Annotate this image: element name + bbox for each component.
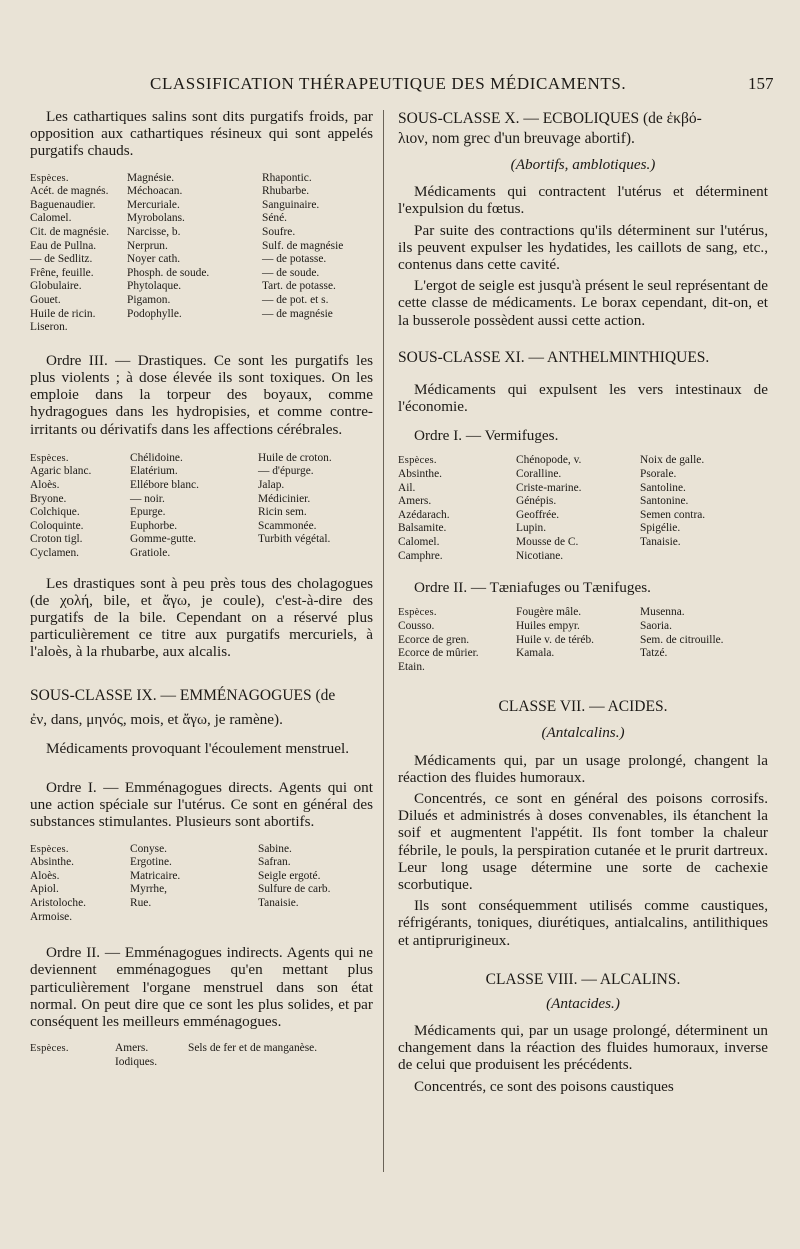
species-cell: Ergotine. — [130, 856, 172, 869]
page-number: 157 — [748, 74, 774, 93]
species-cell: — de soude. — [262, 266, 320, 279]
species-cell: Saoria. — [640, 619, 672, 632]
species-cell: Calomel. — [30, 212, 72, 225]
classe-viii-heading: CLASSE VIII. — ALCALINS. — [485, 970, 681, 988]
species-cell: Tatzé. — [640, 647, 668, 660]
species-cell: Huiles empyr. — [516, 619, 580, 632]
species-cell: Santonine. — [640, 495, 689, 508]
species-cell: Myrrhe, — [130, 883, 168, 896]
species-cell: Phosph. de soude. — [127, 266, 210, 279]
vermifuges-heading: Ordre I. — Vermifuges. — [414, 427, 559, 445]
species-cell: Narcisse, b. — [127, 225, 181, 238]
right-column — [398, 108, 768, 1099]
sous-classe-xi-heading: SOUS-CLASSE XI. — ANTHELMINTHIQUES. — [398, 348, 710, 366]
species-cell: Semen contra. — [640, 508, 706, 521]
species-cell: — de Sedlitz. — [30, 253, 93, 266]
species-cell: Armoise. — [30, 910, 73, 923]
species-cell: Musenna. — [640, 606, 685, 619]
sous-classe-x-subtitle: (Abortifs, amblotiques.) — [510, 156, 656, 173]
species-cell: Aloès. — [30, 869, 60, 882]
species-cell: Acét. de magnés. — [30, 185, 109, 198]
ordre-iii-heading: Ordre III. — Drastiques. — [46, 351, 207, 369]
ordre-ii-text: Agents qui ne deviennent emménagogues qu'en mettant plus particulièrement l'organe menstruel dans son état normal. On peut dire que ce sont les plus solides, et par conséquent les meilleurs emménagogues. — [30, 944, 373, 1030]
species-cell: Matricaire. — [130, 869, 181, 882]
classe-viii-p1: Médicaments qui, par un usage prolongé, déterminent un changement dans la réaction des fluides humoraux, inverse de celui que produisent les précédents. — [398, 1022, 768, 1074]
running-head — [0, 74, 800, 98]
species-cell: Jalap. — [258, 478, 285, 491]
species-cell: Turbith végétal. — [258, 533, 331, 546]
species-cell: — de magnésie — [262, 307, 333, 320]
species-cell: Absinthe. — [398, 468, 442, 481]
species-cell: Magnésie. — [127, 171, 175, 184]
species-cell: Baguenaudier. — [30, 198, 96, 211]
species-cell: Camphre. — [398, 549, 443, 562]
classe-vii-heading: CLASSE VII. — ACIDES. — [498, 698, 668, 716]
species-cell — [127, 321, 262, 335]
species-cell: Sabine. — [258, 842, 292, 855]
species-cell: Espèces. — [398, 455, 437, 467]
species-cell: Ecorce de gren. — [398, 633, 470, 646]
species-cell — [258, 911, 373, 925]
species-cell: Globulaire. — [30, 280, 82, 293]
species-cell: Kamala. — [516, 647, 555, 660]
species-cell: Génépis. — [516, 495, 557, 508]
species-cell: Espèces. — [30, 172, 69, 184]
species-list-vermifuges — [398, 454, 768, 563]
species-cell: Espèces. — [30, 1043, 69, 1055]
species-cell: Chélidoine. — [130, 451, 183, 464]
drastics-paragraph: Les drastiques sont à peu près tous des cholagogues (de χολή, bile, et ἄγω, je coule), c'est-à-dire des purgatifs de la bile. Cependant on a réservé plus particulièrement ce titre aux purgatifs mercuriels, à l'aloès, à la rhubarbe, aux alcalis. — [30, 574, 373, 661]
species-cell: Aristoloche. — [30, 896, 86, 909]
ordre-i-text: Agents qui ont une action spéciale sur l'utérus. Ce sont en général des substances stimulantes. Plusieurs sont abortifs. — [30, 778, 373, 831]
species-cell: Nicotiane. — [516, 549, 564, 562]
species-cell: Huile v. de téréb. — [516, 633, 595, 646]
species-cell: Tart. de potasse. — [262, 280, 336, 293]
species-cell: — noir. — [130, 492, 165, 505]
species-cell: Safran. — [258, 856, 291, 869]
species-cell — [640, 550, 768, 564]
species-cell: Aloès. — [30, 478, 60, 491]
taeniafuges-heading: Ordre II. — Tæniafuges ou Tænifuges. — [414, 579, 651, 597]
species-cell — [640, 661, 768, 675]
species-cell: Agaric blanc. — [30, 465, 92, 478]
species-cell: Cit. de magnésie. — [30, 225, 110, 238]
species-cell: Coloquinte. — [30, 519, 84, 532]
species-cell: Frêne, feuille. — [30, 266, 94, 279]
species-cell: Lupin. — [516, 522, 547, 535]
classe-vii-subtitle: (Antalcalins.) — [541, 724, 625, 742]
species-cell: Psorale. — [640, 468, 677, 481]
species-cell: Rhubarbe. — [262, 185, 310, 198]
species-cell: Tanaisie. — [258, 896, 299, 909]
species-cell — [188, 1056, 373, 1070]
species-cell: Balsamite. — [398, 522, 447, 535]
species-cell: Mercuriale. — [127, 198, 180, 211]
species-cell: Soufre. — [262, 225, 296, 238]
ordre-ii-heading: Ordre II. — Emménagogues indirects. — [46, 944, 283, 962]
left-column — [30, 108, 373, 1069]
species-cell: Huile de croton. — [258, 451, 332, 464]
species-cell: Ricin sem. — [258, 506, 307, 519]
species-cell: Apiol. — [30, 883, 59, 896]
species-cell: Amers. — [115, 1042, 149, 1055]
species-cell: Sem. de citrouille. — [640, 633, 724, 646]
species-cell: Euphorbe. — [130, 519, 178, 532]
species-cell — [130, 911, 258, 925]
species-cell: Elatérium. — [130, 465, 178, 478]
species-cell: Scammonée. — [258, 519, 317, 532]
classe-vii-p2: Concentrés, ce sont en général des poisons corrosifs. Dilués et administrés à doses convenables, ils étanchent la soif et augmentent l'appétit. Ils font tomber la chaleur fébrile, le pouls, la perspiration cutanée et le prurit dartreux. Leur long usage détermine une sorte de cachexie scorbutique. — [398, 789, 768, 893]
ordre-i-heading: Ordre I. — Emménagogues directs. — [46, 778, 273, 796]
species-cell: — d'épurge. — [258, 465, 314, 478]
species-cell: Sulfure de carb. — [258, 883, 331, 896]
sous-classe-xi-text: Médicaments qui expulsent les vers intestinaux de l'économie. — [398, 380, 768, 416]
species-list-cathartics — [30, 172, 373, 335]
species-cell: Noyer cath. — [127, 253, 181, 266]
species-cell: Espèces. — [30, 452, 69, 464]
species-cell: — de pot. et s. — [262, 293, 329, 306]
species-cell: Myrobolans. — [127, 212, 185, 225]
running-head-title: CLASSIFICATION THÉRAPEUTIQUE DES MÉDICAMENTS. — [150, 74, 627, 93]
species-cell: Méchoacan. — [127, 185, 183, 198]
sous-classe-ix-heading: SOUS-CLASSE IX. — EMMÉNAGOGUES (de — [30, 686, 336, 704]
classe-viii-p2: Concentrés, ce sont des poisons caustiques — [414, 1077, 674, 1095]
species-cell: Santoline. — [640, 481, 686, 494]
species-cell: — de potasse. — [262, 253, 327, 266]
species-cell: Cousso. — [398, 619, 435, 632]
species-cell — [258, 547, 373, 561]
species-cell: Sanguinaire. — [262, 198, 320, 211]
sous-classe-x-heading: SOUS-CLASSE X. — ECBOLIQUES (de ἐκβό- — [398, 110, 702, 127]
species-cell: Seigle ergoté. — [258, 869, 321, 882]
species-cell: Espèces. — [398, 607, 437, 619]
species-cell: Conyse. — [130, 842, 168, 855]
species-cell: Chénopode, v. — [516, 454, 582, 467]
species-cell: Huile de ricin. — [30, 307, 96, 320]
species-list-taeniafuges — [398, 606, 768, 674]
species-cell: Pigamon. — [127, 293, 171, 306]
species-cell: Ellébore blanc. — [130, 478, 199, 491]
species-cell: Mousse de C. — [516, 536, 579, 548]
ordre-iii-text: Ce sont les purgatifs les plus violents ; à dose élevée ils sont toxiques. On les emploie dans la torpeur des boyaux, comme hydragogues dans les hydropisies, et comme contre-irritants ou dérivatifs dans les affections cérébrales. — [30, 351, 374, 438]
species-cell: Amers. — [398, 495, 432, 508]
species-cell: Rhapontic. — [262, 171, 312, 184]
species-cell: Sels de fer et de manganèse. — [188, 1042, 318, 1055]
species-cell: Séné. — [262, 212, 287, 225]
species-cell: Ecorce de mûrier. — [398, 647, 479, 660]
ordre-iii-paragraph — [30, 352, 373, 438]
sous-classe-x-p3: L'ergot de seigle est jusqu'à présent le seul représentant de cette classe de médicaments. Le borax cependant, dit-on, et la busserole possèdent aussi cette action. — [398, 277, 768, 329]
species-cell: Gratiole. — [130, 546, 171, 559]
species-list-drastics — [30, 452, 373, 561]
species-cell: Geoffrée. — [516, 508, 560, 521]
ordre-i-paragraph — [30, 779, 373, 831]
species-cell: Rue. — [130, 896, 152, 909]
species-cell: Bryone. — [30, 492, 67, 505]
sous-classe-ix-etymology: ἐν, dans, μηνός, mois, et ἄγω, je ramène). — [30, 710, 283, 728]
sous-classe-x-heading-cont: λιον, nom grec d'un breuvage abortif). — [398, 130, 635, 147]
species-cell: Noix de galle. — [640, 454, 705, 467]
species-cell — [516, 661, 640, 675]
species-cell: Coralline. — [516, 468, 562, 481]
species-cell — [30, 1056, 115, 1070]
sous-classe-ix-text: Médicaments provoquant l'écoulement menstruel. — [46, 739, 350, 757]
ordre-ii-paragraph — [30, 944, 373, 1030]
species-cell: Liseron. — [30, 321, 68, 334]
species-cell: Criste-marine. — [516, 481, 582, 494]
species-cell: Etain. — [398, 660, 425, 673]
classe-viii-subtitle: (Antacides.) — [546, 994, 620, 1012]
species-cell: Epurge. — [130, 506, 166, 519]
species-cell: Gomme-gutte. — [130, 533, 197, 546]
species-cell: Podophylle. — [127, 307, 182, 320]
species-cell: Iodiques. — [115, 1055, 158, 1068]
species-cell: Tanaisie. — [640, 536, 681, 548]
species-cell: Croton tigl. — [30, 533, 83, 546]
species-cell: Colchique. — [30, 506, 80, 519]
species-cell: Gouet. — [30, 293, 61, 306]
species-cell: Azédarach. — [398, 508, 450, 521]
species-cell: Espèces. — [30, 843, 69, 855]
species-list-indirect — [30, 1042, 373, 1069]
column-divider — [383, 110, 384, 1172]
species-cell: Phytolaque. — [127, 280, 182, 293]
species-cell: Médicinier. — [258, 492, 311, 505]
intro-paragraph: Les cathartiques salins sont dits purgatifs froids, par opposition aux cathartiques résineux qui sont appelés purgatifs chauds. — [30, 108, 373, 160]
species-cell: Nerprun. — [127, 239, 168, 252]
species-cell: Spigélie. — [640, 522, 681, 535]
species-cell: Eau de Pullna. — [30, 239, 97, 252]
classe-vii-p3: Ils sont conséquemment utilisés comme caustiques, réfrigérants, toniques, diurétiques, antialcalins, antilithiques et antiprurigineux. — [398, 897, 768, 949]
species-cell: Ail. — [398, 481, 416, 494]
sous-classe-x-p1: Médicaments qui contractent l'utérus et déterminent l'expulsion du fœtus. — [398, 183, 768, 218]
species-list-emmenagogues — [30, 843, 373, 925]
classe-vii-p1: Médicaments qui, par un usage prolongé, changent la réaction des fluides humoraux. — [398, 751, 768, 786]
species-cell: Calomel. — [398, 536, 440, 548]
species-cell — [262, 321, 373, 335]
species-cell: Absinthe. — [30, 856, 74, 869]
species-cell: Fougère mâle. — [516, 606, 582, 619]
species-cell: Sulf. de magnésie — [262, 239, 344, 252]
species-cell: Cyclamen. — [30, 546, 80, 559]
sous-classe-x-p2: Par suite des contractions qu'ils déterminent sur l'utérus, ils peuvent expulser les hydatides, les caillots de sang, etc., contenus dans cette cavité. — [398, 221, 768, 274]
